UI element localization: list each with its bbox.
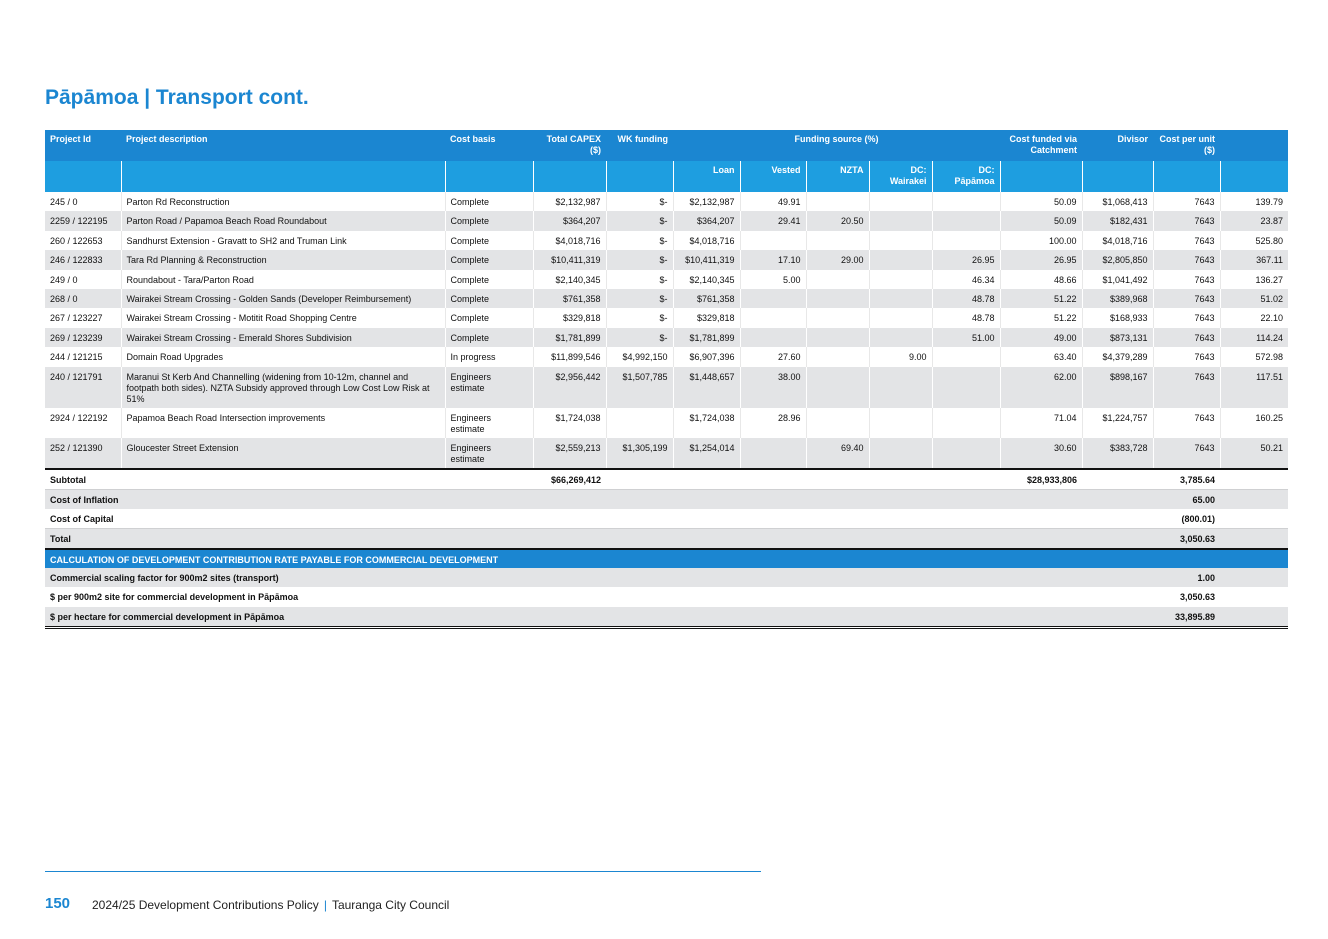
capital-value: (800.01) (1153, 509, 1220, 529)
cell-loan: $1,781,899 (673, 328, 740, 347)
cell-nzta (806, 231, 869, 250)
cell-vested: 29.41 (740, 211, 806, 230)
cell-total-capex: $364,207 (533, 211, 606, 230)
cell-cost-funded-amount: $4,379,289 (1082, 347, 1153, 366)
cell-cost-basis: Complete (445, 250, 533, 269)
cell-dc-wairakei (869, 270, 932, 289)
cell-dc-wairakei (869, 192, 932, 211)
cell-wk-funding: $- (606, 192, 673, 211)
cell-loan: $1,448,657 (673, 367, 740, 408)
cell-loan: $761,358 (673, 289, 740, 308)
per-site-value: 3,050.63 (1153, 587, 1220, 606)
cell-cost-funded-amount: $2,805,850 (1082, 250, 1153, 269)
cell-cost-funded-amount: $383,728 (1082, 438, 1153, 469)
table-subheader-row (45, 161, 1288, 192)
page-number: 150 (45, 895, 71, 912)
cell-dc-papamoa (932, 367, 1000, 408)
col-project-id: Project Id (45, 130, 121, 161)
cell-divisor: 7643 (1153, 438, 1220, 469)
subtotal-funded: $28,933,806 (1000, 469, 1082, 490)
cell-cost-funded-pct: 63.40 (1000, 347, 1082, 366)
cell-project-description: Wairakei Stream Crossing - Golden Sands (Developer Reimbursement) (121, 289, 445, 308)
cell-dc-wairakei (869, 250, 932, 269)
cell-cost-per-unit: 51.02 (1220, 289, 1288, 308)
cell-project-description: Wairakei Stream Crossing - Motitit Road Shopping Centre (121, 308, 445, 327)
cell-cost-basis: Engineers estimate (445, 367, 533, 408)
cell-total-capex: $1,724,038 (533, 408, 606, 438)
cell-cost-basis: Complete (445, 192, 533, 211)
cell-wk-funding: $1,507,785 (606, 367, 673, 408)
cell-project-id: 244 / 121215 (45, 347, 121, 366)
cell-nzta (806, 408, 869, 438)
cell-loan: $329,818 (673, 308, 740, 327)
scaling-value: 1.00 (1153, 568, 1220, 587)
per-site-row (45, 587, 1288, 606)
cell-cost-funded-pct: 100.00 (1000, 231, 1082, 250)
cell-wk-funding: $- (606, 231, 673, 250)
cell-vested: 27.60 (740, 347, 806, 366)
cell-total-capex: $2,140,345 (533, 270, 606, 289)
table-row (45, 270, 1288, 289)
footer-divider (45, 871, 761, 872)
transport-contributions-table (45, 130, 1288, 629)
cell-nzta: 29.00 (806, 250, 869, 269)
cell-cost-funded-pct: 50.09 (1000, 192, 1082, 211)
cell-nzta (806, 270, 869, 289)
cell-cost-per-unit: 22.10 (1220, 308, 1288, 327)
cell-project-id: 249 / 0 (45, 270, 121, 289)
subtotal-unit: 3,785.64 (1153, 469, 1220, 490)
cell-wk-funding: $- (606, 289, 673, 308)
cell-cost-basis: Complete (445, 308, 533, 327)
cell-project-description: Domain Road Upgrades (121, 347, 445, 366)
cell-wk-funding: $- (606, 308, 673, 327)
cell-nzta: 69.40 (806, 438, 869, 469)
col-cost-per-unit: Cost per unit ($) (1153, 130, 1220, 161)
cell-dc-wairakei (869, 367, 932, 408)
cell-cost-funded-amount: $168,933 (1082, 308, 1153, 327)
cell-wk-funding: $- (606, 270, 673, 289)
cell-wk-funding: $- (606, 250, 673, 269)
cell-total-capex: $10,411,319 (533, 250, 606, 269)
cell-nzta (806, 289, 869, 308)
table-row (45, 438, 1288, 469)
total-value: 3,050.63 (1153, 528, 1220, 549)
cell-cost-per-unit: 139.79 (1220, 192, 1288, 211)
cell-dc-wairakei (869, 308, 932, 327)
cell-project-description: Wairakei Stream Crossing - Emerald Shores Subdivision (121, 328, 445, 347)
cell-vested (740, 231, 806, 250)
commercial-calculation-banner (45, 549, 1288, 568)
cell-cost-funded-amount: $1,041,492 (1082, 270, 1153, 289)
cell-dc-papamoa (932, 211, 1000, 230)
per-hectare-value: 33,895.89 (1153, 607, 1220, 628)
cell-vested: 17.10 (740, 250, 806, 269)
cell-cost-basis: Complete (445, 289, 533, 308)
cell-cost-funded-amount: $182,431 (1082, 211, 1153, 230)
cell-loan: $4,018,716 (673, 231, 740, 250)
cell-dc-papamoa (932, 408, 1000, 438)
table-row (45, 231, 1288, 250)
cell-cost-per-unit: 367.11 (1220, 250, 1288, 269)
cell-project-description: Maranui St Kerb And Channelling (widening from 10-12m, channel and footpath both sides). NZTA Subsidy approved through Low Cost Low Risk at 51% (121, 367, 445, 408)
cell-cost-per-unit: 525.80 (1220, 231, 1288, 250)
cell-total-capex: $11,899,546 (533, 347, 606, 366)
cell-divisor: 7643 (1153, 367, 1220, 408)
cell-cost-basis: Engineers estimate (445, 438, 533, 469)
capital-label: Cost of Capital (45, 509, 533, 529)
per-hectare-row (45, 607, 1288, 628)
cell-vested: 38.00 (740, 367, 806, 408)
cell-cost-basis: Complete (445, 231, 533, 250)
cell-project-id: 246 / 122833 (45, 250, 121, 269)
col-total-capex: Total CAPEX ($) (533, 130, 606, 161)
cell-cost-basis: Complete (445, 211, 533, 230)
table-row (45, 367, 1288, 408)
cell-wk-funding (606, 408, 673, 438)
cell-vested (740, 438, 806, 469)
col-cost-basis: Cost basis (445, 130, 533, 161)
cell-dc-wairakei: 9.00 (869, 347, 932, 366)
per-site-label: $ per 900m2 site for commercial development in Pāpāmoa (45, 587, 1000, 606)
cell-dc-papamoa: 48.78 (932, 289, 1000, 308)
cell-project-id: 260 / 122653 (45, 231, 121, 250)
cell-cost-per-unit: 136.27 (1220, 270, 1288, 289)
cell-cost-funded-amount: $898,167 (1082, 367, 1153, 408)
cell-cost-per-unit: 160.25 (1220, 408, 1288, 438)
cell-cost-basis: Engineers estimate (445, 408, 533, 438)
cell-wk-funding: $- (606, 211, 673, 230)
scaling-label: Commercial scaling factor for 900m2 sites (transport) (45, 568, 1000, 587)
table-header-row (45, 130, 1288, 161)
cell-vested: 5.00 (740, 270, 806, 289)
cell-project-description: Parton Rd Reconstruction (121, 192, 445, 211)
cell-wk-funding: $4,992,150 (606, 347, 673, 366)
cell-cost-basis: In progress (445, 347, 533, 366)
col-wk-funding: WK funding (606, 130, 673, 161)
cell-dc-wairakei (869, 408, 932, 438)
cell-dc-papamoa (932, 231, 1000, 250)
cell-divisor: 7643 (1153, 408, 1220, 438)
cell-project-id: 2259 / 122195 (45, 211, 121, 230)
subtotal-capex: $66,269,412 (533, 469, 606, 490)
cell-dc-papamoa: 51.00 (932, 328, 1000, 347)
footer-council: Tauranga City Council (331, 898, 450, 912)
cell-wk-funding: $1,305,199 (606, 438, 673, 469)
cell-project-id: 269 / 123239 (45, 328, 121, 347)
cell-project-description: Roundabout - Tara/Parton Road (121, 270, 445, 289)
cell-loan: $10,411,319 (673, 250, 740, 269)
cell-cost-per-unit: 23.87 (1220, 211, 1288, 230)
footer-policy: 2024/25 Development Contributions Policy (92, 898, 319, 912)
cell-dc-papamoa: 26.95 (932, 250, 1000, 269)
cell-cost-funded-amount: $873,131 (1082, 328, 1153, 347)
cell-cost-funded-pct: 48.66 (1000, 270, 1082, 289)
cell-divisor: 7643 (1153, 192, 1220, 211)
subtotal-row (45, 469, 1288, 490)
col-divisor: Divisor (1082, 130, 1153, 161)
cell-wk-funding: $- (606, 328, 673, 347)
col-project-description: Project description (121, 130, 445, 161)
table-row (45, 408, 1288, 438)
cell-dc-papamoa: 46.34 (932, 270, 1000, 289)
footer-separator: | (323, 898, 327, 912)
cell-cost-per-unit: 50.21 (1220, 438, 1288, 469)
cell-dc-papamoa (932, 192, 1000, 211)
cell-project-id: 268 / 0 (45, 289, 121, 308)
footer-text (92, 898, 449, 912)
cell-cost-funded-pct: 49.00 (1000, 328, 1082, 347)
commercial-scaling-row (45, 568, 1288, 587)
cost-of-capital-row (45, 509, 1288, 529)
cell-cost-funded-pct: 62.00 (1000, 367, 1082, 408)
cell-dc-wairakei (869, 328, 932, 347)
cell-dc-papamoa (932, 347, 1000, 366)
cell-cost-funded-pct: 26.95 (1000, 250, 1082, 269)
col-vested: Vested (740, 161, 806, 192)
cell-dc-wairakei (869, 438, 932, 469)
cell-dc-papamoa: 48.78 (932, 308, 1000, 327)
cell-total-capex: $761,358 (533, 289, 606, 308)
table-row (45, 347, 1288, 366)
cell-nzta (806, 328, 869, 347)
table-row (45, 192, 1288, 211)
cell-project-id: 245 / 0 (45, 192, 121, 211)
cell-project-description: Papamoa Beach Road Intersection improvements (121, 408, 445, 438)
subtotal-label: Subtotal (45, 469, 533, 490)
col-cost-funded: Cost funded via Catchment (1000, 130, 1082, 161)
cell-project-id: 252 / 121390 (45, 438, 121, 469)
col-nzta: NZTA (806, 161, 869, 192)
cell-nzta (806, 367, 869, 408)
cell-vested (740, 328, 806, 347)
cell-loan: $2,132,987 (673, 192, 740, 211)
cell-cost-funded-pct: 51.22 (1000, 289, 1082, 308)
cell-divisor: 7643 (1153, 270, 1220, 289)
total-label: Total (45, 528, 533, 549)
cell-cost-funded-pct: 50.09 (1000, 211, 1082, 230)
col-funding-source: Funding source (%) (673, 130, 1000, 161)
cell-divisor: 7643 (1153, 250, 1220, 269)
cell-cost-per-unit: 117.51 (1220, 367, 1288, 408)
cell-nzta (806, 347, 869, 366)
page-title: Pāpāmoa | Transport cont. (45, 86, 309, 109)
cell-divisor: 7643 (1153, 211, 1220, 230)
cell-loan: $364,207 (673, 211, 740, 230)
inflation-value: 65.00 (1153, 489, 1220, 509)
cell-cost-basis: Complete (445, 328, 533, 347)
cell-vested: 49.91 (740, 192, 806, 211)
cell-total-capex: $1,781,899 (533, 328, 606, 347)
cell-cost-funded-amount: $389,968 (1082, 289, 1153, 308)
cell-project-id: 240 / 121791 (45, 367, 121, 408)
cell-cost-funded-pct: 51.22 (1000, 308, 1082, 327)
cell-nzta: 20.50 (806, 211, 869, 230)
cell-loan: $6,907,396 (673, 347, 740, 366)
cell-vested (740, 289, 806, 308)
commercial-banner-text: CALCULATION OF DEVELOPMENT CONTRIBUTION RATE PAYABLE FOR COMMERCIAL DEVELOPMENT (45, 549, 1288, 568)
cell-nzta (806, 308, 869, 327)
total-row (45, 528, 1288, 549)
cell-cost-funded-pct: 30.60 (1000, 438, 1082, 469)
cell-total-capex: $2,956,442 (533, 367, 606, 408)
cell-project-description: Sandhurst Extension - Gravatt to SH2 and Truman Link (121, 231, 445, 250)
col-dc-papamoa: DC: Pāpāmoa (932, 161, 1000, 192)
cell-cost-funded-amount: $4,018,716 (1082, 231, 1153, 250)
cell-divisor: 7643 (1153, 308, 1220, 327)
cell-cost-basis: Complete (445, 270, 533, 289)
cell-total-capex: $329,818 (533, 308, 606, 327)
cell-loan: $1,724,038 (673, 408, 740, 438)
table-row (45, 250, 1288, 269)
cell-total-capex: $4,018,716 (533, 231, 606, 250)
per-hectare-label: $ per hectare for commercial development in Pāpāmoa (45, 607, 1000, 628)
cell-dc-papamoa (932, 438, 1000, 469)
inflation-label: Cost of Inflation (45, 489, 533, 509)
cell-project-id: 267 / 123227 (45, 308, 121, 327)
cell-total-capex: $2,559,213 (533, 438, 606, 469)
cell-project-description: Parton Road / Papamoa Beach Road Roundabout (121, 211, 445, 230)
cell-vested (740, 308, 806, 327)
table-row (45, 308, 1288, 327)
table-row (45, 328, 1288, 347)
cell-cost-funded-pct: 71.04 (1000, 408, 1082, 438)
cell-nzta (806, 192, 869, 211)
cell-dc-wairakei (869, 231, 932, 250)
cost-of-inflation-row (45, 489, 1288, 509)
cell-dc-wairakei (869, 211, 932, 230)
col-dc-wairakei: DC: Wairakei (869, 161, 932, 192)
cell-divisor: 7643 (1153, 328, 1220, 347)
cell-divisor: 7643 (1153, 231, 1220, 250)
table-row (45, 211, 1288, 230)
cell-project-id: 2924 / 122192 (45, 408, 121, 438)
cell-loan: $1,254,014 (673, 438, 740, 469)
cell-divisor: 7643 (1153, 289, 1220, 308)
cell-dc-wairakei (869, 289, 932, 308)
cell-project-description: Gloucester Street Extension (121, 438, 445, 469)
cell-divisor: 7643 (1153, 347, 1220, 366)
cell-cost-funded-amount: $1,224,757 (1082, 408, 1153, 438)
col-blank (1220, 130, 1288, 161)
cell-vested: 28.96 (740, 408, 806, 438)
cell-cost-per-unit: 114.24 (1220, 328, 1288, 347)
cell-loan: $2,140,345 (673, 270, 740, 289)
col-loan: Loan (673, 161, 740, 192)
cell-cost-funded-amount: $1,068,413 (1082, 192, 1153, 211)
cell-project-description: Tara Rd Planning & Reconstruction (121, 250, 445, 269)
cell-cost-per-unit: 572.98 (1220, 347, 1288, 366)
table-row (45, 289, 1288, 308)
cell-total-capex: $2,132,987 (533, 192, 606, 211)
